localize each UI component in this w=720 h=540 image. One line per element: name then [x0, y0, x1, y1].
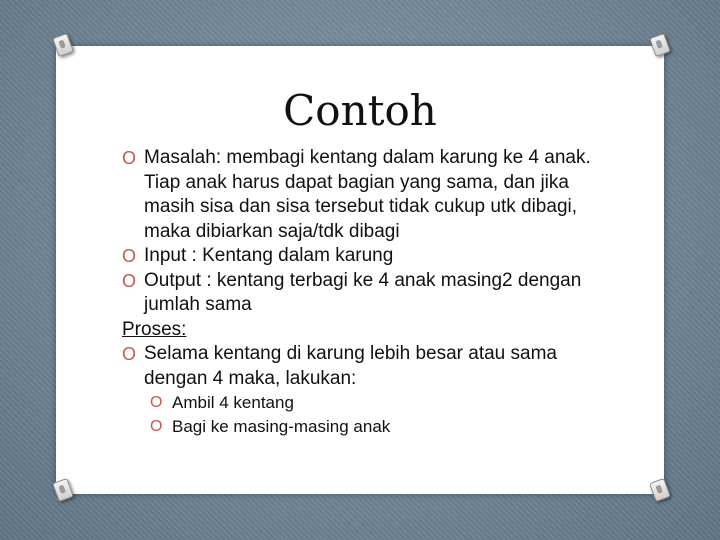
- bullet-item-problem: [122, 146, 622, 244]
- bullet-text: Masalah: membagi kentang dalam karung ke 4 anak. Tiap anak harus dapat bagian yang sama, dan jika masih sisa dan sisa tersebut tidak cukup utk dibagi, maka dibiarkan saja/tdk dibagi: [144, 147, 591, 242]
- sub-bullet-item: [150, 415, 622, 439]
- bullet-marker-icon: O: [122, 270, 137, 291]
- sub-bullet-text: Ambil 4 kentang: [172, 393, 294, 412]
- bullet-marker-icon: O: [150, 418, 163, 435]
- sub-bullet-item: [150, 391, 622, 415]
- slide-content: [122, 146, 622, 439]
- bullet-marker-icon: O: [122, 148, 137, 168]
- bullet-marker-icon: O: [122, 246, 137, 266]
- slide-title: Contoh: [283, 86, 437, 135]
- bullet-text: Selama kentang di karung lebih besar atau sama dengan 4 maka, lakukan:: [144, 343, 557, 389]
- bullet-item-process: [122, 342, 622, 391]
- section-label-process: Proses:: [122, 318, 187, 340]
- bullet-marker-icon: O: [150, 394, 163, 411]
- bullet-item-input: [122, 244, 622, 269]
- sub-bullet-text: Bagi ke masing-masing anak: [172, 417, 391, 436]
- bullet-text: Output : kentang terbagi ke 4 anak masing2 dengan jumlah sama: [144, 269, 582, 315]
- bullet-item-output: [122, 269, 622, 318]
- pushpin-icon: [649, 478, 671, 502]
- bullet-marker-icon: O: [122, 344, 137, 364]
- bullet-text: Input : Kentang dalam karung: [144, 245, 394, 266]
